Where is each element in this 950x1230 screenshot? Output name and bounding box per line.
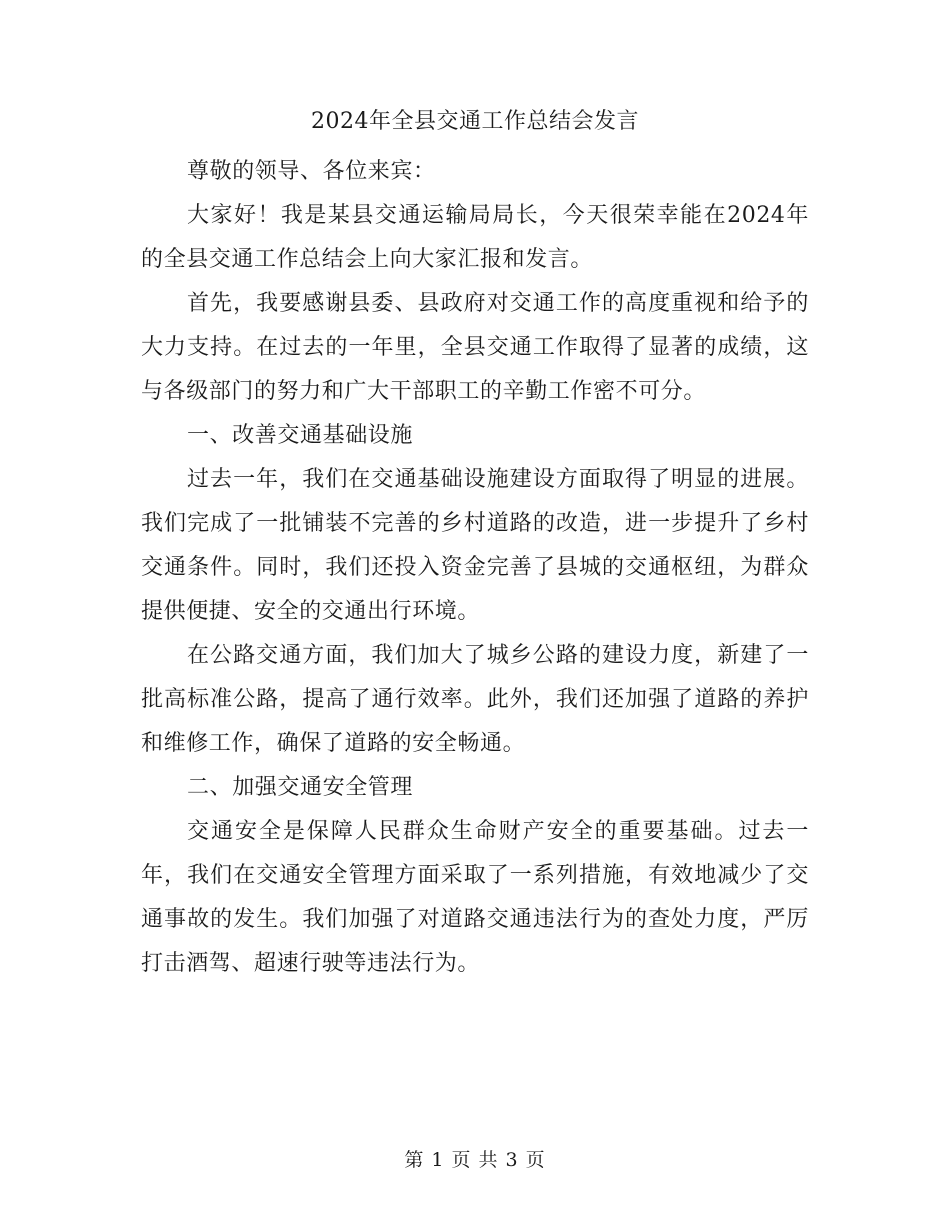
paragraph-intro: 大家好！我是某县交通运输局局长，今天很荣幸能在2024年的全县交通工作总结会上向大家汇报和发言。: [141, 203, 809, 272]
page-number-footer: 第 1 页 共 3 页: [404, 1149, 546, 1171]
salutation: 尊敬的领导、各位来宾：: [187, 159, 436, 184]
document-body: [141, 150, 809, 986]
paragraph-highways: 在公路交通方面，我们加大了城乡公路的建设力度，新建了一批高标准公路，提高了通行效率。此外，我们还加强了道路的养护和维修工作，确保了道路的安全畅通。: [141, 643, 809, 756]
paragraph-infrastructure: 过去一年，我们在交通基础设施建设方面取得了明显的进展。我们完成了一批铺装不完善的乡村道路的改造，进一步提升了乡村交通条件。同时，我们还投入资金完善了县城的交通枢纽，为群众提供便捷、安全的交通出行环境。: [141, 467, 809, 624]
paragraph-safety: 交通安全是保障人民群众生命财产安全的重要基础。过去一年，我们在交通安全管理方面采取了一系列措施，有效地减少了交通事故的发生。我们加强了对道路交通违法行为的查处力度，严厉打击酒驾、超速行驶等违法行为。: [141, 819, 809, 976]
document-title: 2024年全县交通工作总结会发言: [311, 109, 639, 134]
section-heading-infrastructure: 一、改善交通基础设施: [187, 423, 414, 448]
paragraph-thanks: 首先，我要感谢县委、县政府对交通工作的高度重视和给予的大力支持。在过去的一年里，全县交通工作取得了显著的成绩，这与各级部门的努力和广大干部职工的辛勤工作密不可分。: [141, 291, 809, 404]
section-heading-safety: 二、加强交通安全管理: [187, 775, 414, 800]
